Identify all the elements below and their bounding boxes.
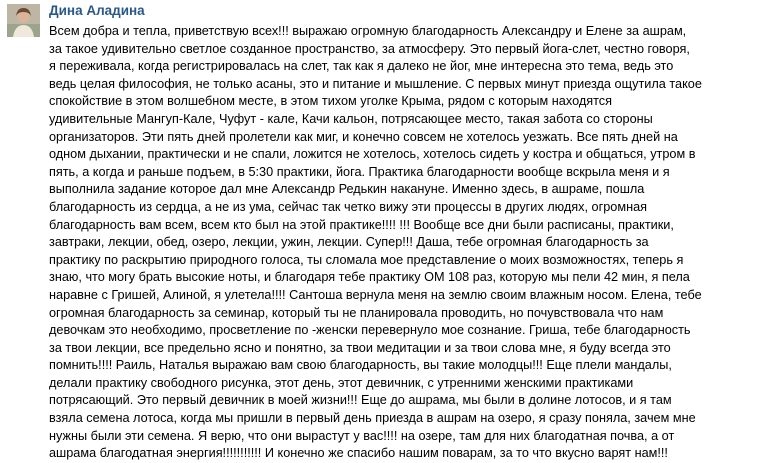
author-name-link[interactable]: Дина Аладина — [49, 3, 145, 18]
avatar-photo-icon — [7, 4, 40, 37]
avatar[interactable] — [7, 4, 40, 37]
post-text: Всем добра и тепла, приветствую всех!!! выражаю огромную благодарность Александру и Елене за ашрам, за такое удивительно светлое созданное пространство, за атмосферу. Это первый йога-слет, честно говоря, я переживала, когда регистрировалась на слет, так как я далеко не йог, мне интересна это тема, ведь это ведь целая философия, не только асаны, это и питание и мышление. С первых минут приезда ощутила такое спокойствие в этом волшебном месте, в этом тихом уголке Крыма, рядом с которым находятся удивительные Мангуп-Кале, Чуфут - кале, Качи кальон, потрясающее место, такая забота со стороны организаторов. Эти пять дней пролетели как миг, и конечно совсем не хотелось уезжать. Все пять дней на одном дыхании, практически и не спали, ложится не хотелось, хотелось сидеть у костра и общаться, утром в пять, а когда и раньше подъем, в 5:30 практики, йога. Практика благодарности вообще вскрыла меня и я выполнила задание которое дал мне Александр Редькин накануне. Именно здесь, в ашраме, пошла благодарность из сердца, а не из ума, сейчас так четко вижу эти процессы в других людях, огромная благодарность вам всем, всем кто был на этой практике!!!! !!! Вообще все дни были расписаны, практики, завтраки, лекции, обед, озеро, лекции, ужин, лекции. Супер!!! Даша, тебе огромная благодарность за практику по раскрытию природного голоса, ты сломала мое представление о моих возможностях, теперь я знаю, что могу брать высокие ноты, и благодаря тебе практику ОМ 108 раз, которую мы пели 42 мин, я пела наравне с Гришей, Алиной, я улетела!!!! Сантоша вернула меня на землю своим влажным носом. Елена, тебе огромная благодарность за семинар, который ты не планировала проводить, но почувствовала что нам девочкам это необходимо, просветление по -женски перевернуло мое сознание. Гриша, тебе благодарность за твои лекции, все предельно ясно и понятно, за твои медитации и за твои слова мне, я буду всегда это помнить!!!! Раиль, Наталья выражаю вам свою благодарность, вы такие молодцы!!! Еще плели мандалы, делали практику свободного рисунка, этот день, этот девичник, с утренними женскими практиками потрясающий. Это первый девичник в моей жизни!!! Еще до ашрама, мы были в долине лотосов, и я там взяла семена лотоса, когда мы пришли в первый день приезда в ашрам на озеро, я сразу поняла, зачем мне нужны были эти семена. Я верю, что они вырастут у вас!!!! на озере, там для них благодатная почва, а от ашрама благодатная энергия!!!!!!!!!!! И конечно же спасибо нашим поварам, за то что вкусно варят нам!!! — [49, 24, 702, 461]
